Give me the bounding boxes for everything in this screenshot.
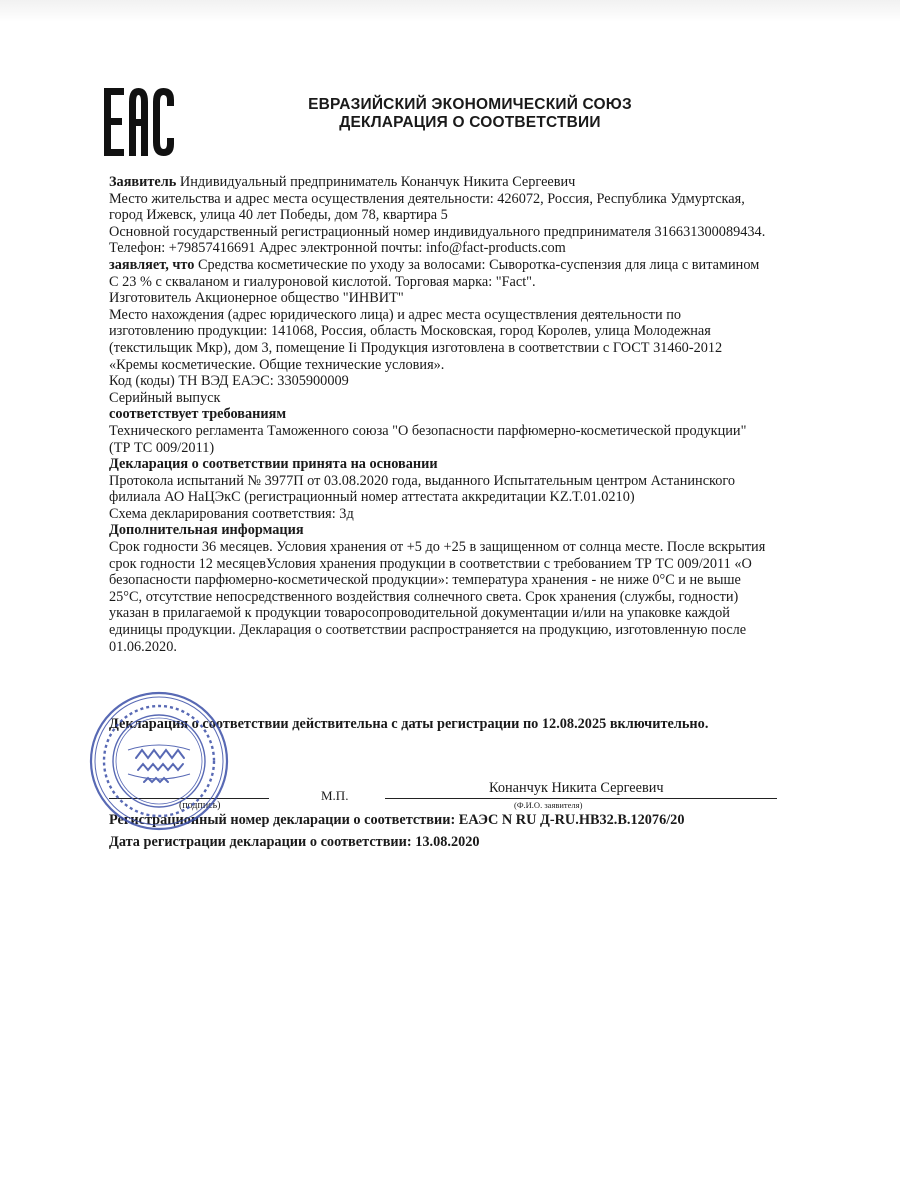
- validity-statement: Декларация о соответствии действительна с даты регистрации по 12.08.2025 включительно.: [109, 716, 709, 732]
- applicant-label: Заявитель: [109, 174, 177, 190]
- tn-ved-code: Код (коды) ТН ВЭД ЕАЭС: 3305900009: [109, 373, 349, 390]
- basis-text: Протокола испытаний № 3977П от 03.08.2020 года, выданного Испытательным центром Астанинского филиала АО НаЦЭкС (регистрационный номер аттестата аккредитации KZ.T.01.0210): [109, 472, 736, 506]
- declaration-body: [109, 174, 769, 655]
- header-union: ЕВРАЗИЙСКИЙ ЭКОНОМИЧЕСКИЙ СОЮЗ: [308, 96, 632, 113]
- registration-date: Дата регистрации декларации о соответствии: 13.08.2020: [109, 834, 480, 850]
- release-type: Серийный выпуск: [109, 389, 221, 406]
- registration-number: Регистрационный номер декларации о соответствии: ЕАЭС N RU Д-RU.НВ32.В.12076/20: [109, 812, 685, 828]
- applicant-name: Индивидуальный предприниматель Конанчук Никита Сергеевич: [176, 174, 576, 190]
- signer-name: Конанчук Никита Сергеевич: [489, 780, 664, 796]
- manufacturer-address: Место нахождения (адрес юридического лица) и адрес места осуществления деятельности по изготовлению продукции: 141068, Россия, область Московская, город Королев, улица Молодежная (текстильщик Мкр), дом 3, помещение Ii Продукция изготовлена в соответствии с ГОСТ 31460-2012 «Кремы косметические. Общие технические условия».: [109, 306, 723, 373]
- round-stamp-icon: [88, 690, 230, 832]
- declares-label: заявляет, что: [109, 256, 195, 273]
- applicant-address: Место жительства и адрес места осуществления деятельности: 426072, Россия, Республика Удмуртская, город Ижевск, улица 40 лет Победы, дом 78, квартира 5: [109, 190, 745, 224]
- seal-place-label: М.П.: [321, 788, 349, 803]
- signature-caption: (подпись): [179, 800, 221, 811]
- applicant-contacts: Телефон: +79857416691 Адрес электронной почты: info@fact-products.com: [109, 240, 566, 257]
- additional-text: Срок годности 36 месяцев. Условия хранения от +5 до +25 в защищенном от солнца месте. После вскрытия срок годности 12 месяцевУсловия хранения продукции в соответствии с требованием ТР ТС 009/2011 «О безопасности парфюмерно-косметической продукции»: температура хранения - не ниже 0°С и не выше 25°С, отсутствие непосредственного воздействия солнечного света. Срок хранения (службы, годности) указан в прилагаемой к продукции товаросопроводительной документации и/или на упаковке каждой единицы продукции. Декларация о соответствии распространяется на продукцию, изготовленную после 01.06.2020.: [109, 539, 766, 655]
- document-header: [200, 96, 740, 132]
- signer-caption: (Ф.И.О. заявителя): [514, 800, 583, 810]
- applicant-line: [109, 174, 769, 191]
- basis-scheme: Схема декларирования соответствия: 3д: [109, 505, 354, 522]
- signer-line: [385, 798, 777, 799]
- requirements-label: соответствует требованиям: [109, 406, 287, 423]
- scan-edge: [0, 0, 900, 22]
- requirements-text: Технического регламента Таможенного союза "О безопасности парфюмерно-косметической продукции" (ТР ТС 009/2011): [109, 422, 747, 456]
- additional-label: Дополнительная информация: [109, 522, 304, 539]
- basis-label: Декларация о соответствии принята на основании: [109, 456, 438, 473]
- manufacturer-name: Изготовитель Акционерное общество "ИНВИТ": [109, 290, 404, 307]
- declares-line: [109, 257, 769, 290]
- product-description: Средства косметические по уходу за волосами: Сыворотка-суспензия для лица с витамином С 23 % с скваланом и гиалуроновой кислотой. Торговая марка: "Fact".: [109, 256, 760, 290]
- eac-mark-icon: [104, 88, 174, 156]
- header-title: ДЕКЛАРАЦИЯ О СООТВЕТСТВИИ: [339, 114, 601, 131]
- applicant-ogrnip: Основной государственный регистрационный номер индивидуального предпринимателя 316631300089434.: [109, 223, 766, 240]
